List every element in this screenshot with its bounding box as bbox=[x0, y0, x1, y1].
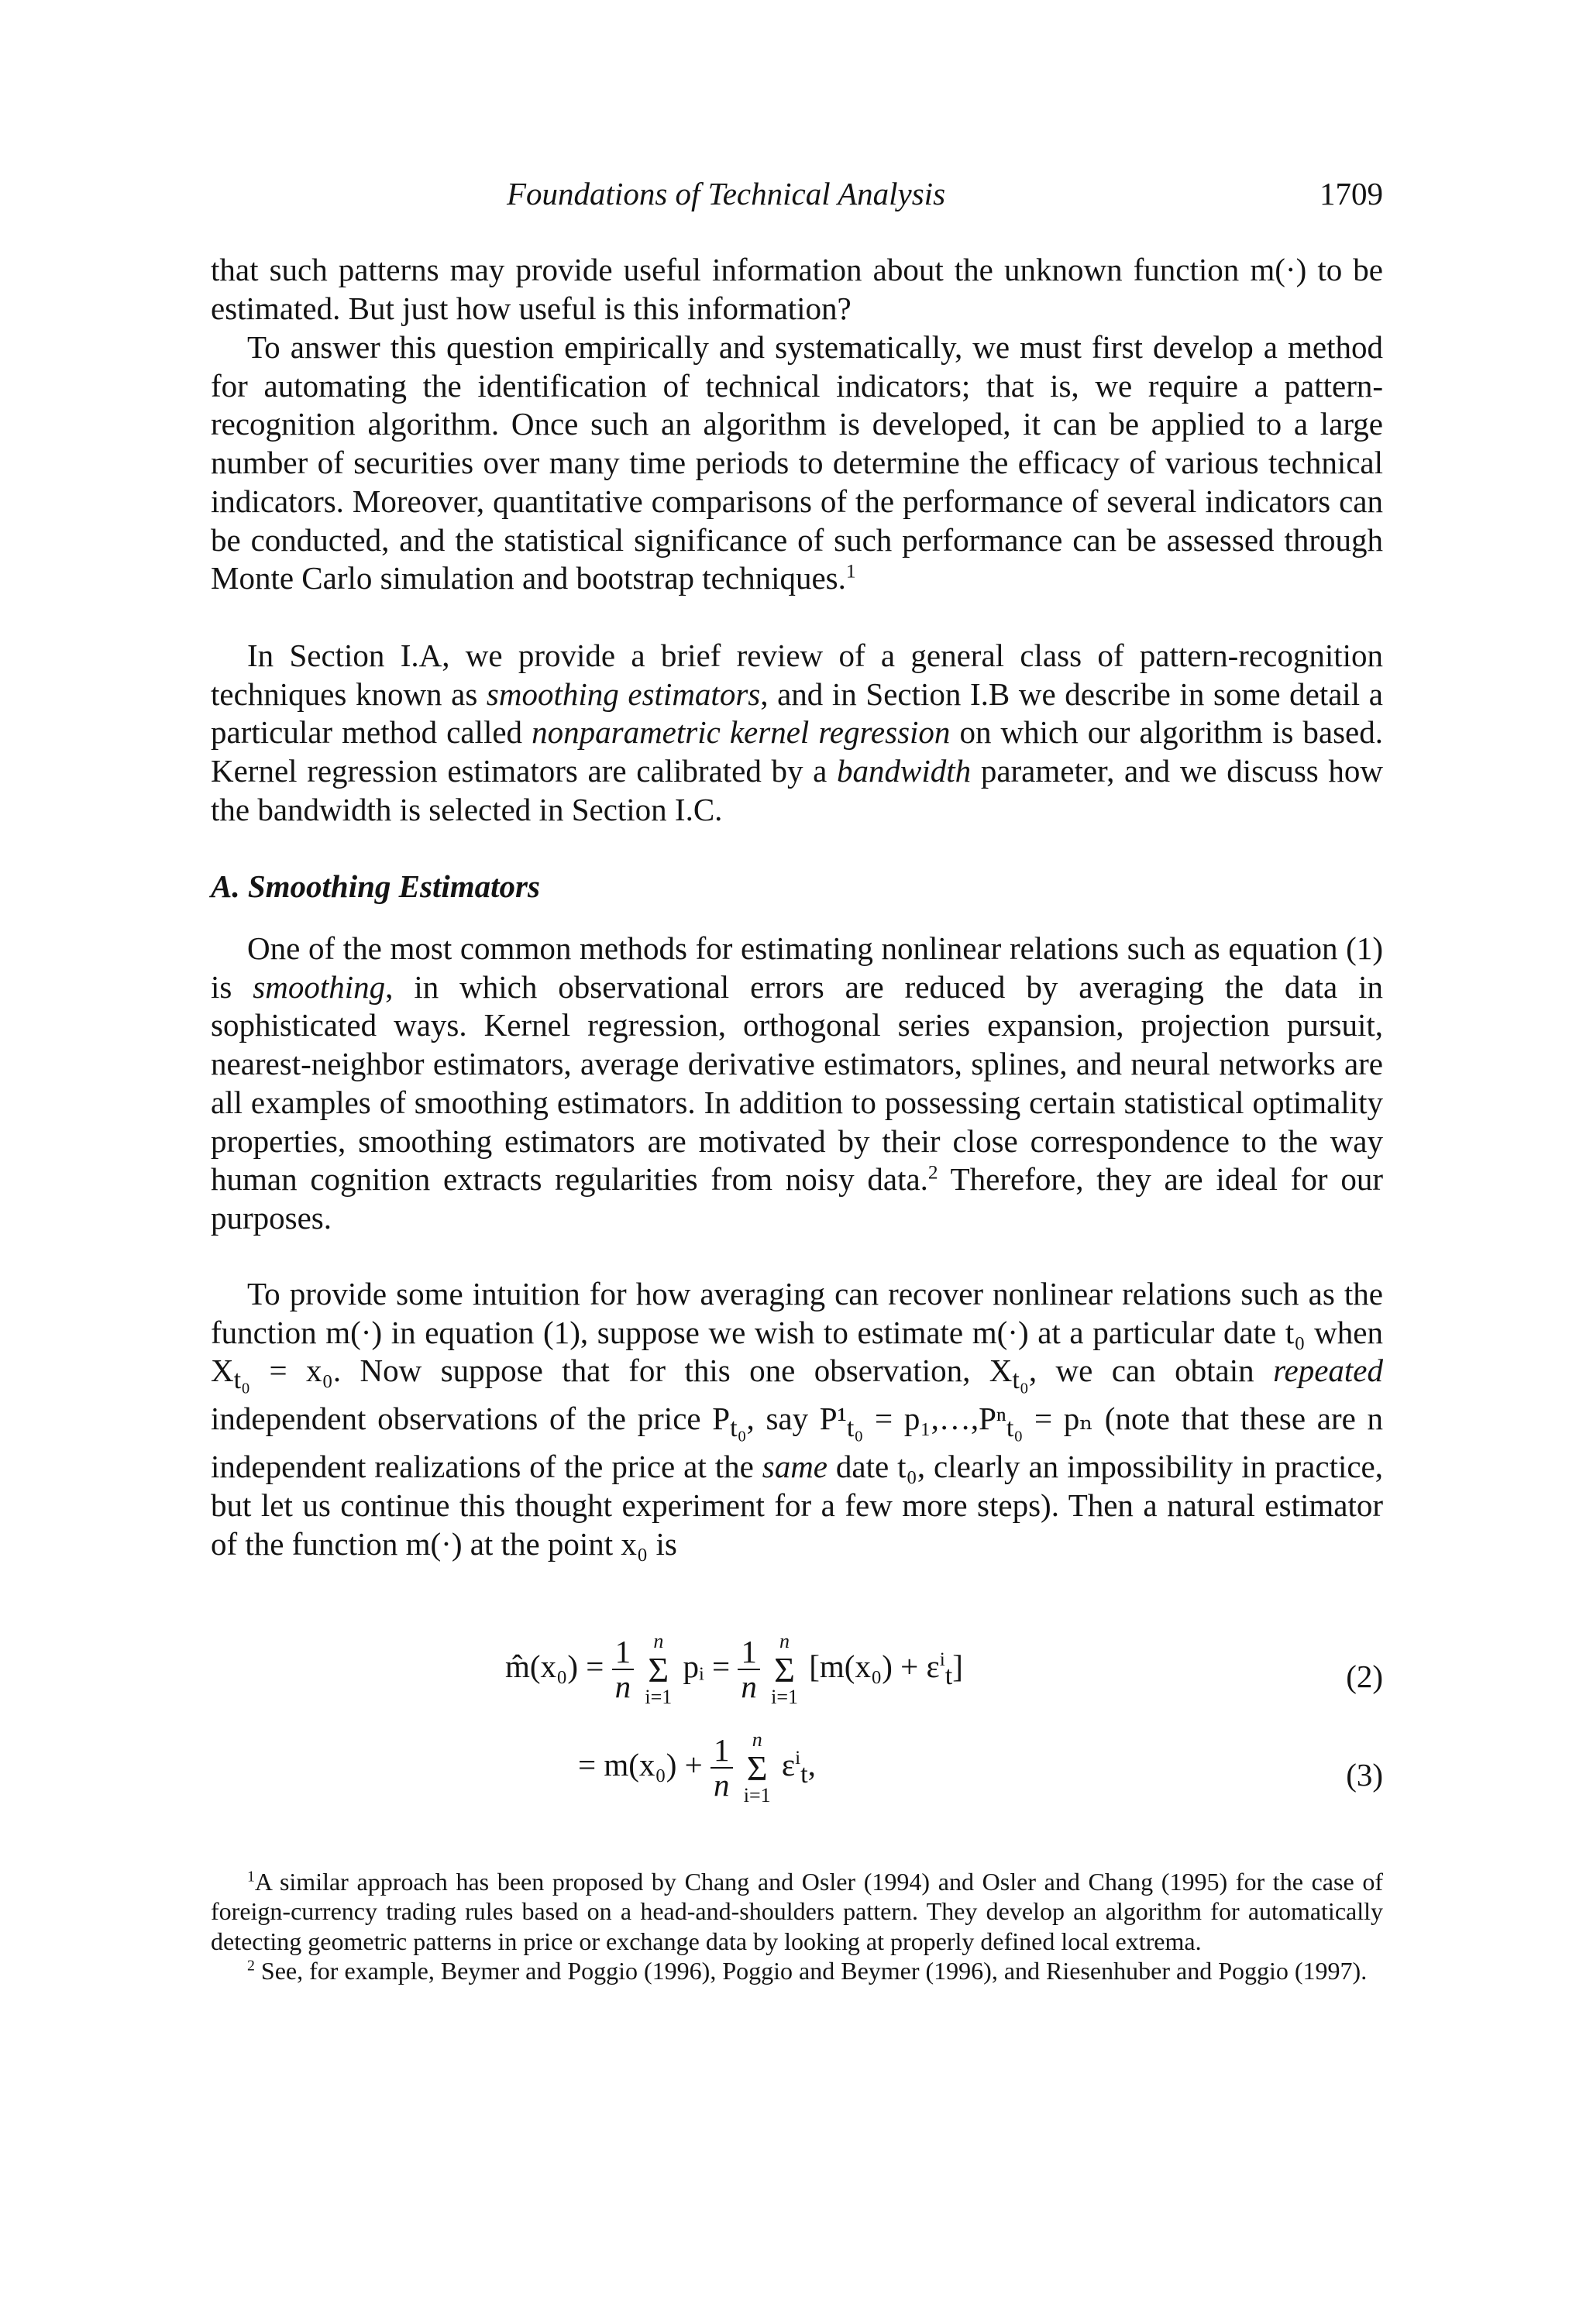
eq2-term2-sub: t bbox=[944, 1662, 953, 1691]
eq2-term2-end: ] bbox=[952, 1648, 963, 1684]
paragraph-section-overview bbox=[211, 637, 1383, 830]
frac-denominator: n bbox=[714, 1767, 730, 1803]
eq2-lhs: m̂(x₀) = bbox=[505, 1648, 604, 1684]
emphasis: repeated bbox=[1273, 1353, 1383, 1389]
sum-upper: n bbox=[779, 1630, 790, 1652]
eq3-summation bbox=[744, 1729, 771, 1807]
frac-denominator: n bbox=[614, 1669, 631, 1705]
paragraph-text: independent observations of the price P bbox=[211, 1401, 731, 1437]
emphasis: bandwidth bbox=[837, 753, 972, 789]
frac-numerator: 1 bbox=[738, 1635, 760, 1670]
paragraph-text: , we can obtain bbox=[1028, 1353, 1274, 1389]
sigma-icon: Σ bbox=[746, 1748, 768, 1788]
eq3-fraction bbox=[711, 1734, 733, 1802]
footnote-text: See, for example, Beymer and Poggio (1996), Poggio and Beymer (1996), and Riesenhuber and Poggio (1997). bbox=[254, 1957, 1368, 1985]
equation-3 bbox=[578, 1729, 816, 1807]
frac-numerator: 1 bbox=[612, 1635, 635, 1670]
emphasis: smoothing estimators bbox=[486, 676, 761, 712]
sum-upper: n bbox=[752, 1728, 762, 1751]
paragraph-smoothing bbox=[211, 930, 1383, 1238]
paragraph-pattern-recognition bbox=[211, 328, 1383, 598]
subscript: t₀ bbox=[1012, 1366, 1029, 1395]
paragraph-text: , and in Section I.B we describe in some detail a particular method called bbox=[211, 676, 1383, 751]
paragraph-text: , in which observational errors are reduced by averaging the data in sophisticated ways. Kernel regression, orthogonal series expansion, projection pursuit, nearest-neighbor estimators, average derivative estimators, splines, and neural networks are all examples of smoothing estimators. In addition to possessing certain statistical optimality properties, smoothing estimators are motivated by their close correspondence to the way human cognition extracts regularities from noisy data. bbox=[211, 968, 1383, 1198]
subscript: t₀ bbox=[846, 1414, 864, 1443]
paragraph-text: To answer this question empirically and systematically, we must first develop a method for automating the identification of technical indicators; that is, we require a pattern-recognition algorithm. Once such an algorithm is developed, it can be applied to a large number of securities over many time periods to determine the efficacy of various technical indicators. Moreover, quantitative comparisons of the performance of several indicators can be conducted, and the statistical significance of such performance can be assessed through Monte Carlo simulation and bootstrap techniques. bbox=[211, 329, 1383, 596]
equation-number-2: (2) bbox=[1346, 1659, 1383, 1694]
section-heading: A. Smoothing Estimators bbox=[211, 868, 540, 904]
eq2-term2: [m(x₀) + ε bbox=[809, 1648, 940, 1684]
subscript: t₀ bbox=[730, 1414, 747, 1443]
eq3-term-sub: t bbox=[800, 1760, 808, 1789]
eq2-summation-2 bbox=[771, 1631, 798, 1709]
paragraph-text: date t₀, clearly an impossibility in practice, but let us continue this thought experiment for a few more steps). Then a natural estimator of the function m(·) at the point x₀ is bbox=[211, 1449, 1383, 1562]
emphasis: smoothing bbox=[253, 968, 386, 1005]
equation-number-3: (3) bbox=[1346, 1757, 1383, 1793]
eq3-term: ε bbox=[781, 1746, 796, 1783]
paragraph-text: = p₁,…,Pⁿ bbox=[863, 1401, 1006, 1437]
frac-denominator: n bbox=[741, 1669, 757, 1705]
paragraph-text: Therefore, they are ideal for our purposes. bbox=[211, 1161, 1383, 1236]
emphasis: nonparametric kernel regression bbox=[532, 714, 951, 751]
paragraph-text: on which our algorithm is based. Kernel regression estimators are calibrated by a bbox=[211, 714, 1383, 789]
eq3-term-sup: i bbox=[795, 1747, 801, 1769]
paragraph-text: To provide some intuition for how averaging can recover nonlinear relations such as the function m(·) in equation (1), suppose we wish to estimate m(·) at a particular date t₀ when X bbox=[211, 1276, 1383, 1389]
sum-lower: i=1 bbox=[771, 1686, 798, 1709]
footnote-ref-2: 2 bbox=[927, 1161, 938, 1184]
footnote-mark-1: 1 bbox=[247, 1868, 255, 1886]
footnote-2 bbox=[211, 1956, 1383, 1985]
footnote-text: A similar approach has been proposed by Chang and Osler (1994) and Osler and Chang (1995) for the case of foreign-currency trading rules based on a head-and-shoulders pattern. They develop an algorithm for automatically detecting geometric patterns in price or exchange data by looking at properly defined local extrema. bbox=[211, 1868, 1383, 1955]
eq2-summation-1 bbox=[645, 1631, 672, 1709]
sum-lower: i=1 bbox=[645, 1686, 673, 1709]
footnote-1 bbox=[211, 1867, 1383, 1956]
paragraph-text: , say P¹ bbox=[746, 1401, 847, 1437]
eq3-term-end: , bbox=[807, 1746, 816, 1783]
sum-lower: i=1 bbox=[743, 1784, 771, 1807]
subscript: t₀ bbox=[1006, 1414, 1024, 1443]
running-head: Foundations of Technical Analysis bbox=[507, 176, 946, 211]
paragraph-text: = pₙ (note that these are n independent realizations of the price at the bbox=[211, 1401, 1384, 1485]
eq2-term2-sup: i bbox=[939, 1648, 945, 1671]
eq2-term1: pᵢ = bbox=[683, 1648, 731, 1684]
footnotes bbox=[211, 1867, 1383, 1986]
sum-upper: n bbox=[653, 1630, 664, 1652]
frac-numerator: 1 bbox=[711, 1734, 733, 1769]
sigma-icon: Σ bbox=[774, 1649, 795, 1690]
subscript: t₀ bbox=[233, 1366, 251, 1395]
equation-2 bbox=[505, 1631, 963, 1709]
paragraph-continuation: that such patterns may provide useful information about the unknown function m(·) to be estimated. But just how useful is this information? bbox=[211, 252, 1383, 326]
paragraph-text: One of the most common methods for estimating nonlinear relations such as equation (1) is bbox=[211, 930, 1383, 1005]
sigma-icon: Σ bbox=[648, 1649, 669, 1690]
footnote-ref-1: 1 bbox=[845, 560, 856, 583]
page-number: 1709 bbox=[1320, 176, 1383, 211]
footnote-mark-2: 2 bbox=[247, 1957, 255, 1975]
paragraph-text: = x₀. Now suppose that for this one observation, X bbox=[250, 1353, 1013, 1389]
eq2-fraction-1 bbox=[612, 1635, 635, 1703]
paragraph-text: In Section I.A, we provide a brief review of a general class of pattern-recognition techniques known as bbox=[211, 638, 1383, 712]
emphasis: same bbox=[762, 1449, 828, 1485]
paragraph-intuition bbox=[211, 1275, 1383, 1563]
eq2-fraction-2 bbox=[738, 1635, 760, 1703]
paragraph-text: parameter, and we discuss how the bandwidth is selected in Section I.C. bbox=[211, 753, 1383, 827]
eq3-lhs: = m(x₀) + bbox=[578, 1746, 703, 1783]
